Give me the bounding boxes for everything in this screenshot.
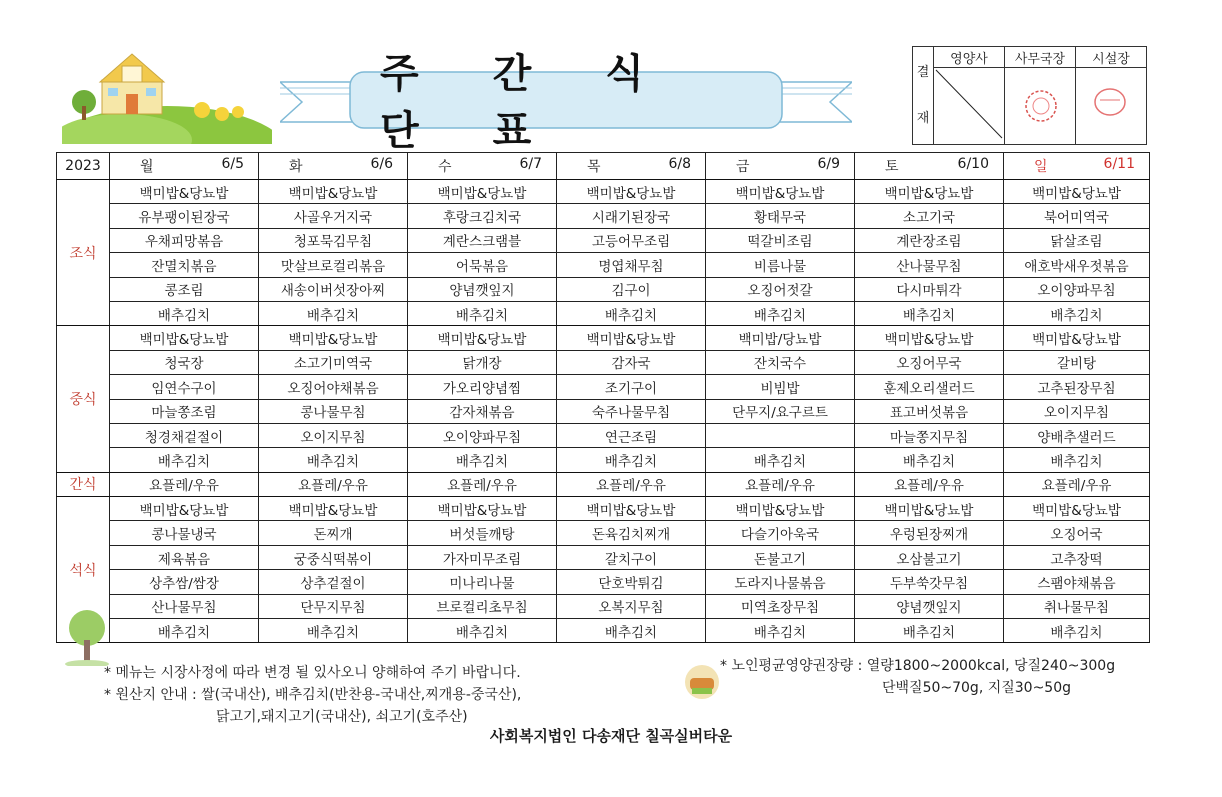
day-header-thu <box>557 153 706 180</box>
day-date: 6/8 <box>668 156 691 172</box>
menu-item: 갈비탕 <box>1004 350 1150 374</box>
menu-item: 배추김치 <box>408 619 557 643</box>
menu-item: 스팸야채볶음 <box>1004 570 1150 594</box>
menu-item: 오이양파무침 <box>1004 277 1150 301</box>
menu-item: 백미밥&당뇨밥 <box>110 497 259 521</box>
day-name: 수 <box>438 159 452 175</box>
menu-item: 닭살조림 <box>1004 228 1150 252</box>
menu-item: 돈불고기 <box>706 545 855 569</box>
menu-item: 가자미무조림 <box>408 545 557 569</box>
menu-item: 백미밥&당뇨밥 <box>1004 180 1150 204</box>
menu-row <box>57 570 1150 594</box>
menu-item: 백미밥&당뇨밥 <box>110 180 259 204</box>
menu-item: 배추김치 <box>110 301 259 325</box>
menu-item: 배추김치 <box>706 301 855 325</box>
menu-item: 표고버섯볶음 <box>855 399 1004 423</box>
approval-role-office-director: 사무국장 <box>1005 47 1076 68</box>
menu-item: 오징어국 <box>1004 521 1150 545</box>
menu-row <box>57 521 1150 545</box>
menu-row <box>57 204 1150 228</box>
menu-item: 배추김치 <box>855 301 1004 325</box>
page-title: 주 간 식 단 표 <box>380 51 674 154</box>
menu-item: 숙주나물무침 <box>557 399 706 423</box>
menu-item: 브로컬리초무침 <box>408 594 557 618</box>
menu-item: 단무지/요구르트 <box>706 399 855 423</box>
menu-item: 연근조림 <box>557 423 706 447</box>
day-date: 6/11 <box>1103 156 1135 172</box>
menu-row <box>57 472 1150 496</box>
approval-side-top: 결 <box>916 64 930 80</box>
day-name: 화 <box>289 159 303 175</box>
menu-item: 가오리양념찜 <box>408 375 557 399</box>
meal-label-snack: 간식 <box>57 472 110 496</box>
menu-row <box>57 375 1150 399</box>
approval-role-nutritionist: 영양사 <box>934 47 1005 68</box>
menu-item: 백미밥&당뇨밥 <box>855 497 1004 521</box>
menu-item: 배추김치 <box>408 448 557 472</box>
menu-item: 요플레/우유 <box>259 472 408 496</box>
menu-item: 요플레/우유 <box>855 472 1004 496</box>
menu-item: 백미밥&당뇨밥 <box>259 326 408 350</box>
menu-item: 명엽채무침 <box>557 253 706 277</box>
menu-row <box>57 399 1150 423</box>
menu-item: 다슬기아욱국 <box>706 521 855 545</box>
menu-item: 감자국 <box>557 350 706 374</box>
menu-row <box>57 180 1150 204</box>
menu-item: 떡갈비조림 <box>706 228 855 252</box>
menu-item: 맛살브로컬리볶음 <box>259 253 408 277</box>
menu-item <box>706 423 855 447</box>
menu-row <box>57 301 1150 325</box>
menu-row <box>57 253 1150 277</box>
menu-item: 고추장떡 <box>1004 545 1150 569</box>
school-illustration <box>62 40 272 144</box>
menu-item: 백미밥&당뇨밥 <box>706 180 855 204</box>
menu-item: 요플레/우유 <box>1004 472 1150 496</box>
menu-item: 배추김치 <box>259 619 408 643</box>
approval-side-label <box>913 47 934 145</box>
menu-row <box>57 350 1150 374</box>
stamp-icon <box>1076 68 1146 140</box>
menu-item: 오징어젓갈 <box>706 277 855 301</box>
menu-item: 다시마튀각 <box>855 277 1004 301</box>
menu-item: 닭개장 <box>408 350 557 374</box>
menu-item: 오이지무침 <box>1004 399 1150 423</box>
menu-item: 백미밥&당뇨밥 <box>110 326 259 350</box>
menu-row <box>57 545 1150 569</box>
menu-item: 콩조림 <box>110 277 259 301</box>
menu-item: 청경채겉절이 <box>110 423 259 447</box>
menu-item: 오삼불고기 <box>855 545 1004 569</box>
day-date: 6/5 <box>221 156 244 172</box>
menu-item: 백미밥&당뇨밥 <box>557 326 706 350</box>
note-nutrition: * 노인평균영양권장량 : 열량1800~2000kcal, 당질240~300g <box>720 658 1116 674</box>
menu-item: 소고기국 <box>855 204 1004 228</box>
day-date: 6/9 <box>817 156 840 172</box>
menu-item: 양배추샐러드 <box>1004 423 1150 447</box>
menu-item: 백미밥&당뇨밥 <box>557 497 706 521</box>
menu-item: 산나물무침 <box>110 594 259 618</box>
menu-row <box>57 619 1150 643</box>
menu-item: 계란스크램블 <box>408 228 557 252</box>
menu-item: 배추김치 <box>557 301 706 325</box>
day-date: 6/10 <box>957 156 989 172</box>
organization-name: 사회복지법인 다송재단 칠곡실버타운 <box>489 727 733 745</box>
menu-item: 양념깻잎지 <box>855 594 1004 618</box>
menu-item: 백미밥&당뇨밥 <box>1004 326 1150 350</box>
note-origin-continued: 닭고기,돼지고기(국내산), 쇠고기(호주산) <box>216 709 468 725</box>
menu-item: 애호박새우젓볶음 <box>1004 253 1150 277</box>
approval-sign-nutritionist <box>934 68 1005 145</box>
menu-item: 백미밥&당뇨밥 <box>408 497 557 521</box>
menu-item: 우렁된장찌개 <box>855 521 1004 545</box>
day-header-wed <box>408 153 557 180</box>
menu-item: 배추김치 <box>706 448 855 472</box>
menu-item: 배추김치 <box>408 301 557 325</box>
approval-side-bottom: 재 <box>916 110 930 126</box>
slash-mark <box>934 68 1004 140</box>
menu-item: 오이지무침 <box>259 423 408 447</box>
menu-item: 오징어무국 <box>855 350 1004 374</box>
menu-item: 양념깻잎지 <box>408 277 557 301</box>
menu-item: 배추김치 <box>110 619 259 643</box>
menu-item: 단무지무침 <box>259 594 408 618</box>
menu-item: 백미밥&당뇨밥 <box>706 497 855 521</box>
menu-item: 돈육김치찌개 <box>557 521 706 545</box>
menu-item: 궁중식떡볶이 <box>259 545 408 569</box>
note-origin: * 원산지 안내 : 쌀(국내산), 배추김치(반찬용-국내산,찌개용-중국산), <box>104 687 522 703</box>
day-date: 6/7 <box>519 156 542 172</box>
menu-item: 백미밥&당뇨밥 <box>1004 497 1150 521</box>
menu-item: 배추김치 <box>110 448 259 472</box>
approval-sign-facility-head <box>1076 68 1147 145</box>
menu-item: 잔치국수 <box>706 350 855 374</box>
menu-item: 백미밥&당뇨밥 <box>259 180 408 204</box>
year-cell: 2023 <box>57 153 110 180</box>
menu-item: 훈제오리샐러드 <box>855 375 1004 399</box>
menu-item: 백미밥&당뇨밥 <box>408 180 557 204</box>
stamp-icon <box>1005 68 1075 140</box>
meal-label-breakfast: 조식 <box>57 180 110 326</box>
menu-item: 시래기된장국 <box>557 204 706 228</box>
menu-item: 마늘쫑조림 <box>110 399 259 423</box>
menu-row <box>57 594 1150 618</box>
menu-row <box>57 423 1150 447</box>
menu-item: 우채피망볶음 <box>110 228 259 252</box>
menu-item: 요플레/우유 <box>110 472 259 496</box>
menu-item: 배추김치 <box>259 448 408 472</box>
day-name: 금 <box>736 159 750 175</box>
menu-item: 요플레/우유 <box>408 472 557 496</box>
menu-item: 배추김치 <box>259 301 408 325</box>
menu-item: 상추쌈/쌈장 <box>110 570 259 594</box>
menu-item: 취나물무침 <box>1004 594 1150 618</box>
menu-item: 배추김치 <box>855 619 1004 643</box>
note-nutrition-continued: 단백질50~70g, 지질30~50g <box>882 680 1072 696</box>
menu-item: 고추된장무침 <box>1004 375 1150 399</box>
approval-box <box>912 46 1147 145</box>
menu-item: 황태무국 <box>706 204 855 228</box>
menu-item: 제육볶음 <box>110 545 259 569</box>
menu-item: 콩나물냉국 <box>110 521 259 545</box>
menu-item: 조기구이 <box>557 375 706 399</box>
menu-item: 비름나물 <box>706 253 855 277</box>
menu-item: 요플레/우유 <box>557 472 706 496</box>
menu-item: 백미밥&당뇨밥 <box>557 180 706 204</box>
menu-item: 요플레/우유 <box>706 472 855 496</box>
tree-illustration <box>62 606 112 666</box>
menu-item: 청포묵김무침 <box>259 228 408 252</box>
menu-item: 오이양파무침 <box>408 423 557 447</box>
menu-item: 소고기미역국 <box>259 350 408 374</box>
menu-item: 잔멸치볶음 <box>110 253 259 277</box>
menu-item: 백미밥&당뇨밥 <box>408 326 557 350</box>
day-name: 일 <box>1034 159 1048 175</box>
menu-item: 백미밥&당뇨밥 <box>855 326 1004 350</box>
day-name: 토 <box>885 159 899 175</box>
day-date: 6/6 <box>370 156 393 172</box>
menu-item: 콩나물무침 <box>259 399 408 423</box>
menu-item: 새송이버섯장아찌 <box>259 277 408 301</box>
day-header-sun <box>1004 153 1150 180</box>
menu-item: 오복지무침 <box>557 594 706 618</box>
menu-item: 북어미역국 <box>1004 204 1150 228</box>
menu-item: 유부팽이된장국 <box>110 204 259 228</box>
menu-row <box>57 277 1150 301</box>
menu-item: 상추겉절이 <box>259 570 408 594</box>
menu-item: 미역초장무침 <box>706 594 855 618</box>
menu-item: 단호박튀김 <box>557 570 706 594</box>
menu-item: 백미밥&당뇨밥 <box>259 497 408 521</box>
menu-item: 배추김치 <box>557 448 706 472</box>
menu-item: 두부쑥갓무침 <box>855 570 1004 594</box>
day-header-row <box>57 153 1150 180</box>
menu-item: 계란장조림 <box>855 228 1004 252</box>
day-header-mon <box>110 153 259 180</box>
day-header-fri <box>706 153 855 180</box>
menu-item: 김구이 <box>557 277 706 301</box>
menu-row <box>57 326 1150 350</box>
menu-item: 갈치구이 <box>557 545 706 569</box>
menu-row <box>57 228 1150 252</box>
menu-item: 배추김치 <box>706 619 855 643</box>
menu-item: 오징어야채볶음 <box>259 375 408 399</box>
menu-item: 배추김치 <box>855 448 1004 472</box>
menu-row <box>57 497 1150 521</box>
menu-item: 감자채볶음 <box>408 399 557 423</box>
menu-item: 후랑크김치국 <box>408 204 557 228</box>
menu-row <box>57 448 1150 472</box>
approval-role-facility-head: 시설장 <box>1076 47 1147 68</box>
menu-item: 미나리나물 <box>408 570 557 594</box>
menu-item: 마늘쫑지무침 <box>855 423 1004 447</box>
menu-item: 배추김치 <box>1004 619 1150 643</box>
note-menu-change: * 메뉴는 시장사정에 따라 변경 될 있사오니 양해하여 주기 바랍니다. <box>104 665 521 681</box>
meal-label-lunch: 중식 <box>57 326 110 472</box>
day-name: 목 <box>587 159 601 175</box>
menu-item: 백미밥/당뇨밥 <box>706 326 855 350</box>
meal-label-dinner: 석식 <box>57 497 110 643</box>
menu-item: 사골우거지국 <box>259 204 408 228</box>
menu-item: 청국장 <box>110 350 259 374</box>
approval-sign-office-director <box>1005 68 1076 145</box>
menu-item: 배추김치 <box>557 619 706 643</box>
menu-item: 배추김치 <box>1004 448 1150 472</box>
menu-item: 도라지나물볶음 <box>706 570 855 594</box>
weekly-menu-table <box>56 152 1150 643</box>
menu-item: 고등어무조림 <box>557 228 706 252</box>
bread-icon <box>682 662 722 702</box>
menu-item: 산나물무침 <box>855 253 1004 277</box>
day-header-tue <box>259 153 408 180</box>
menu-item: 어묵볶음 <box>408 253 557 277</box>
menu-item: 돈찌개 <box>259 521 408 545</box>
day-name: 월 <box>140 159 154 175</box>
menu-item: 배추김치 <box>1004 301 1150 325</box>
menu-item: 버섯들깨탕 <box>408 521 557 545</box>
menu-item: 백미밥&당뇨밥 <box>855 180 1004 204</box>
day-header-sat <box>855 153 1004 180</box>
menu-item: 비빔밥 <box>706 375 855 399</box>
menu-item: 임연수구이 <box>110 375 259 399</box>
